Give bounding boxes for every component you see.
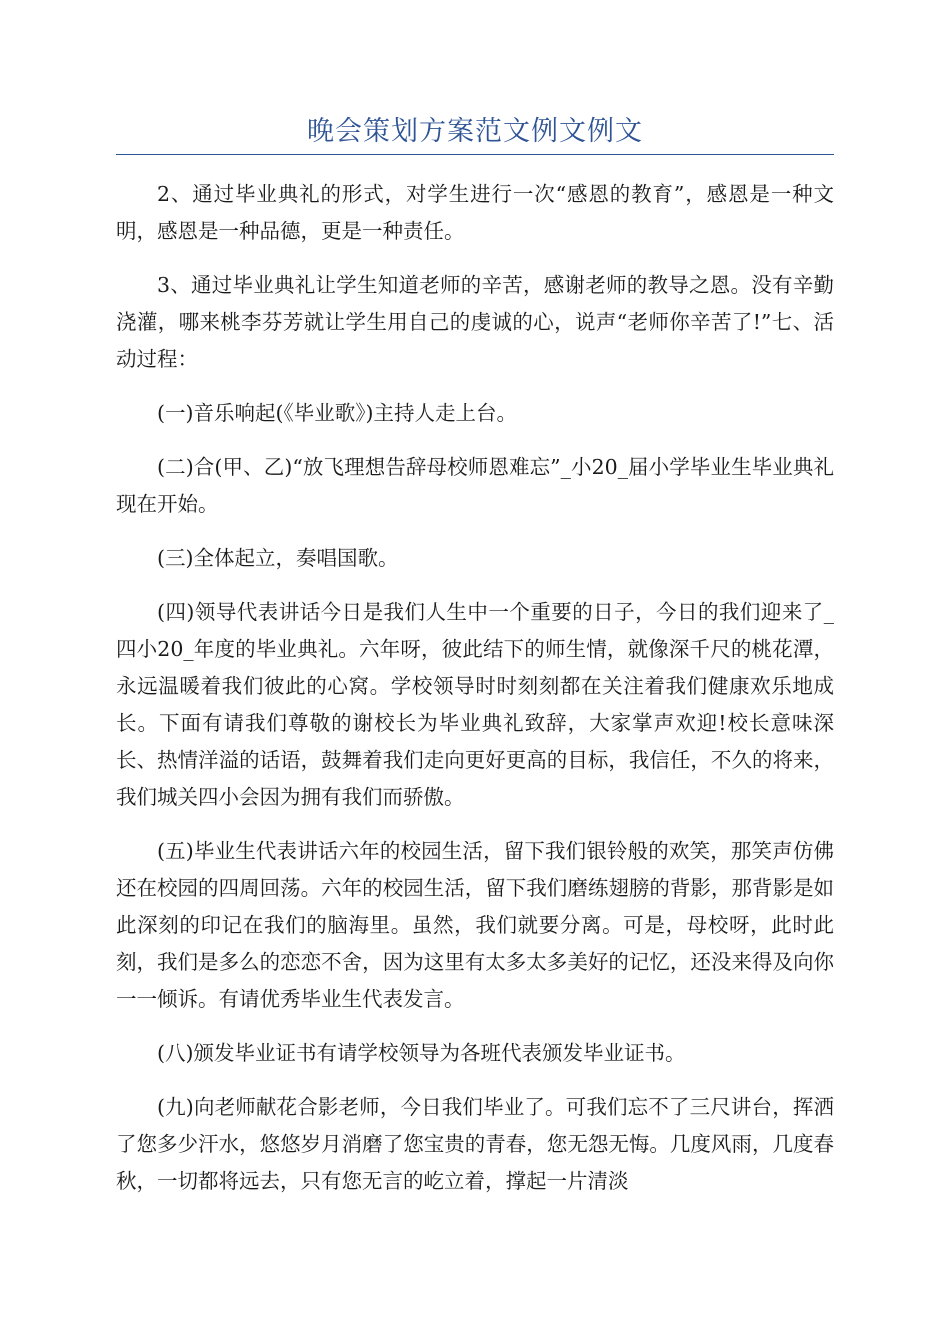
paragraph-3: (一)音乐响起(《毕业歌》)主持人走上台。 [157,401,517,425]
paragraph-2: 3、通过毕业典礼让学生知道老师的辛苦，感谢老师的教导之恩。没有辛勤浇灌，哪来桃李芬芳就让学生用自己的虔诚的心，说声“老师你辛苦了!”七、活动过程： [116,273,834,371]
paragraph-5: (三)全体起立，奏唱国歌。 [157,546,399,570]
paragraph-4: (二)合(甲、乙)“放飞理想告辞母校师恩难忘”_小20_届小学毕业生毕业典礼现在开始。 [116,455,834,516]
title-underline [116,154,834,155]
paragraph-9: (九)向老师献花合影老师，今日我们毕业了。可我们忘不了三尺讲台，挥洒了您多少汗水，悠悠岁月消磨了您宝贵的青春，您无怨无悔。几度风雨，几度春秋，一切都将远去，只有您无言的屹立着，撑起一片清淡 [116,1095,834,1193]
paragraph-1: 2、通过毕业典礼的形式，对学生进行一次“感恩的教育”，感恩是一种文明，感恩是一种品德，更是一种责任。 [116,182,834,243]
document-body [116,176,834,1217]
paragraph-8: (八)颁发毕业证书有请学校领导为各班代表颁发毕业证书。 [157,1041,686,1065]
paragraph-6: (四)领导代表讲话今日是我们人生中一个重要的日子，今日的我们迎来了_四小20_年度的毕业典礼。六年呀，彼此结下的师生情，就像深千尺的桃花潭，永远温暖着我们彼此的心窝。学校领导时时刻刻都在关注着我们健康欢乐地成长。下面有请我们尊敬的谢校长为毕业典礼致辞，大家掌声欢迎!校长意味深长、热情洋溢的话语，鼓舞着我们走向更好更高的目标，我信任，不久的将来，我们城关四小会因为拥有我们而骄傲。 [116,600,834,809]
document-title: 晚会策划方案范文例文例文 [307,116,643,147]
paragraph-7: (五)毕业生代表讲话六年的校园生活，留下我们银铃般的欢笑，那笑声仿佛还在校园的四周回荡。六年的校园生活，留下我们磨练翅膀的背影，那背影是如此深刻的印记在我们的脑海里。虽然，我们就要分离。可是，母校呀，此时此刻，我们是多么的恋恋不舍，因为这里有太多太多美好的记忆，还没来得及向你一一倾诉。有请优秀毕业生代表发言。 [116,839,834,1011]
